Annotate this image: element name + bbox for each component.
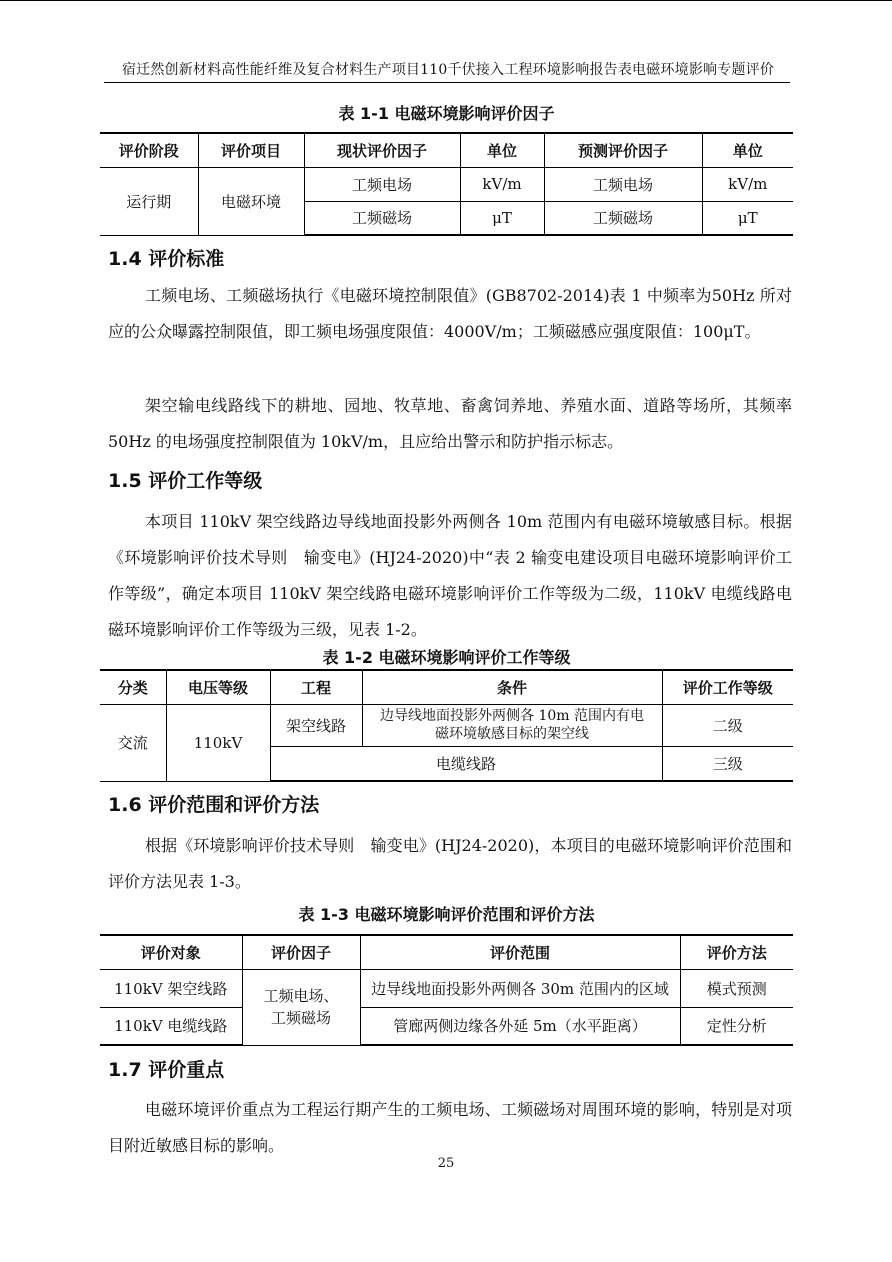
table2-header-project: 工程 (270, 670, 362, 704)
table1-header-stage: 评价阶段 (100, 133, 198, 167)
table1-caption: 表 1-1 电磁环境影响评价因子 (338, 104, 555, 123)
section-1-4-paragraph-1: 工频电场、工频磁场执行《电磁环境控制限值》(GB8702-2014)表 1 中频率为50Hz 所对应的公众曝露控制限值，即工频电场强度限值：4000V/m；工频磁感应强度限值：100μT。 (108, 286, 792, 341)
table3-method: 模式预测 (680, 969, 793, 1007)
table1-cell: 工频磁场 (544, 201, 702, 235)
table3-header-range: 评价范围 (360, 935, 680, 969)
table2-caption: 表 1-2 电磁环境影响评价工作等级 (322, 648, 571, 667)
table2 (100, 669, 793, 782)
table2-category: 交流 (100, 704, 166, 781)
table3-object: 110kV 架空线路 (100, 969, 242, 1007)
table3-range: 边导线地面投影外两侧各 30m 范围内的区域 (360, 969, 680, 1007)
section-1-6-heading: 1.6 评价范围和评价方法 (108, 794, 320, 816)
table1-header-unit: 单位 (702, 133, 793, 167)
table1-cell: μT (460, 201, 544, 235)
section-1-4-paragraph-2: 架空输电线路线下的耕地、园地、牧草地、畜禽饲养地、养殖水面、道路等场所，其频率 50Hz 的电场强度控制限值为 10kV/m，且应给出警示和防护指示标志。 (108, 396, 792, 451)
table1-stage: 运行期 (100, 167, 198, 235)
table1 (100, 132, 793, 236)
table1-header-current-factor: 现状评价因子 (304, 133, 460, 167)
table1-header-predicted-factor: 预测评价因子 (544, 133, 702, 167)
table1-cell: 工频电场 (544, 167, 702, 201)
table1-cell: kV/m (702, 167, 793, 201)
table1-header-unit: 单位 (460, 133, 544, 167)
table3-object: 110kV 电缆线路 (100, 1007, 242, 1045)
table3 (100, 934, 793, 1046)
table2-header-category: 分类 (100, 670, 166, 704)
table2-project: 架空线路 (270, 704, 362, 746)
table3-factor: 工频电场、工频磁场 (242, 969, 360, 1045)
table1-item: 电磁环境 (198, 167, 304, 235)
table3-caption: 表 1-3 电磁环境影响评价范围和评价方法 (298, 905, 595, 924)
table1-cell: μT (702, 201, 793, 235)
section-1-6-paragraph-1: 根据《环境影响评价技术导则 输变电》(HJ24-2020)，本项目的电磁环境影响评价范围和评价方法见表 1-3。 (108, 836, 792, 891)
table2-level: 二级 (662, 704, 793, 746)
section-1-7-paragraph-1: 电磁环境评价重点为工程运行期产生的工频电场、工频磁场对周围环境的影响，特别是对项目附近敏感目标的影响。 (108, 1100, 792, 1155)
page-number: 25 (437, 1156, 455, 1171)
table3-range: 管廊两侧边缘各外延 5m（水平距离） (360, 1007, 680, 1045)
section-1-5-heading: 1.5 评价工作等级 (108, 470, 263, 492)
section-1-5-paragraph-1: 本项目 110kV 架空线路边导线地面投影外两侧各 10m 范围内有电磁环境敏感目标。根据《环境影响评价技术导则 输变电》(HJ24-2020)中“表 2 输变电建设项目电磁环境影响评价工作等级”，确定本项目 110kV 架空线路电磁环境影响评价工作等级为二级，110kV 电缆线路电磁环境影响评价工作等级为三级，见表 1-2。 (108, 512, 792, 639)
table2-header-level: 评价工作等级 (662, 670, 793, 704)
table2-condition-cable: 电缆线路 (270, 746, 662, 781)
table3-header-factor: 评价因子 (242, 935, 360, 969)
table2-voltage: 110kV (166, 704, 270, 781)
running-header: 宿迁然创新材料高性能纤维及复合材料生产项目110千伏接入工程环境影响报告表电磁环境影响专题评价 (121, 62, 775, 78)
page-top-border (0, 0, 892, 1)
table3-header-method: 评价方法 (680, 935, 793, 969)
table2-header-condition: 条件 (362, 670, 662, 704)
table1-cell: 工频磁场 (304, 201, 460, 235)
table1-cell: 工频电场 (304, 167, 460, 201)
table2-condition: 边导线地面投影外两侧各 10m 范围内有电磁环境敏感目标的架空线 (362, 704, 662, 746)
section-1-7-heading: 1.7 评价重点 (108, 1059, 225, 1081)
table2-level: 三级 (662, 746, 793, 781)
table1-header-item: 评价项目 (198, 133, 304, 167)
table2-header-voltage: 电压等级 (166, 670, 270, 704)
table3-header-object: 评价对象 (100, 935, 242, 969)
table1-cell: kV/m (460, 167, 544, 201)
header-rule (104, 82, 790, 83)
section-1-4-heading: 1.4 评价标准 (108, 248, 225, 270)
table3-method: 定性分析 (680, 1007, 793, 1045)
